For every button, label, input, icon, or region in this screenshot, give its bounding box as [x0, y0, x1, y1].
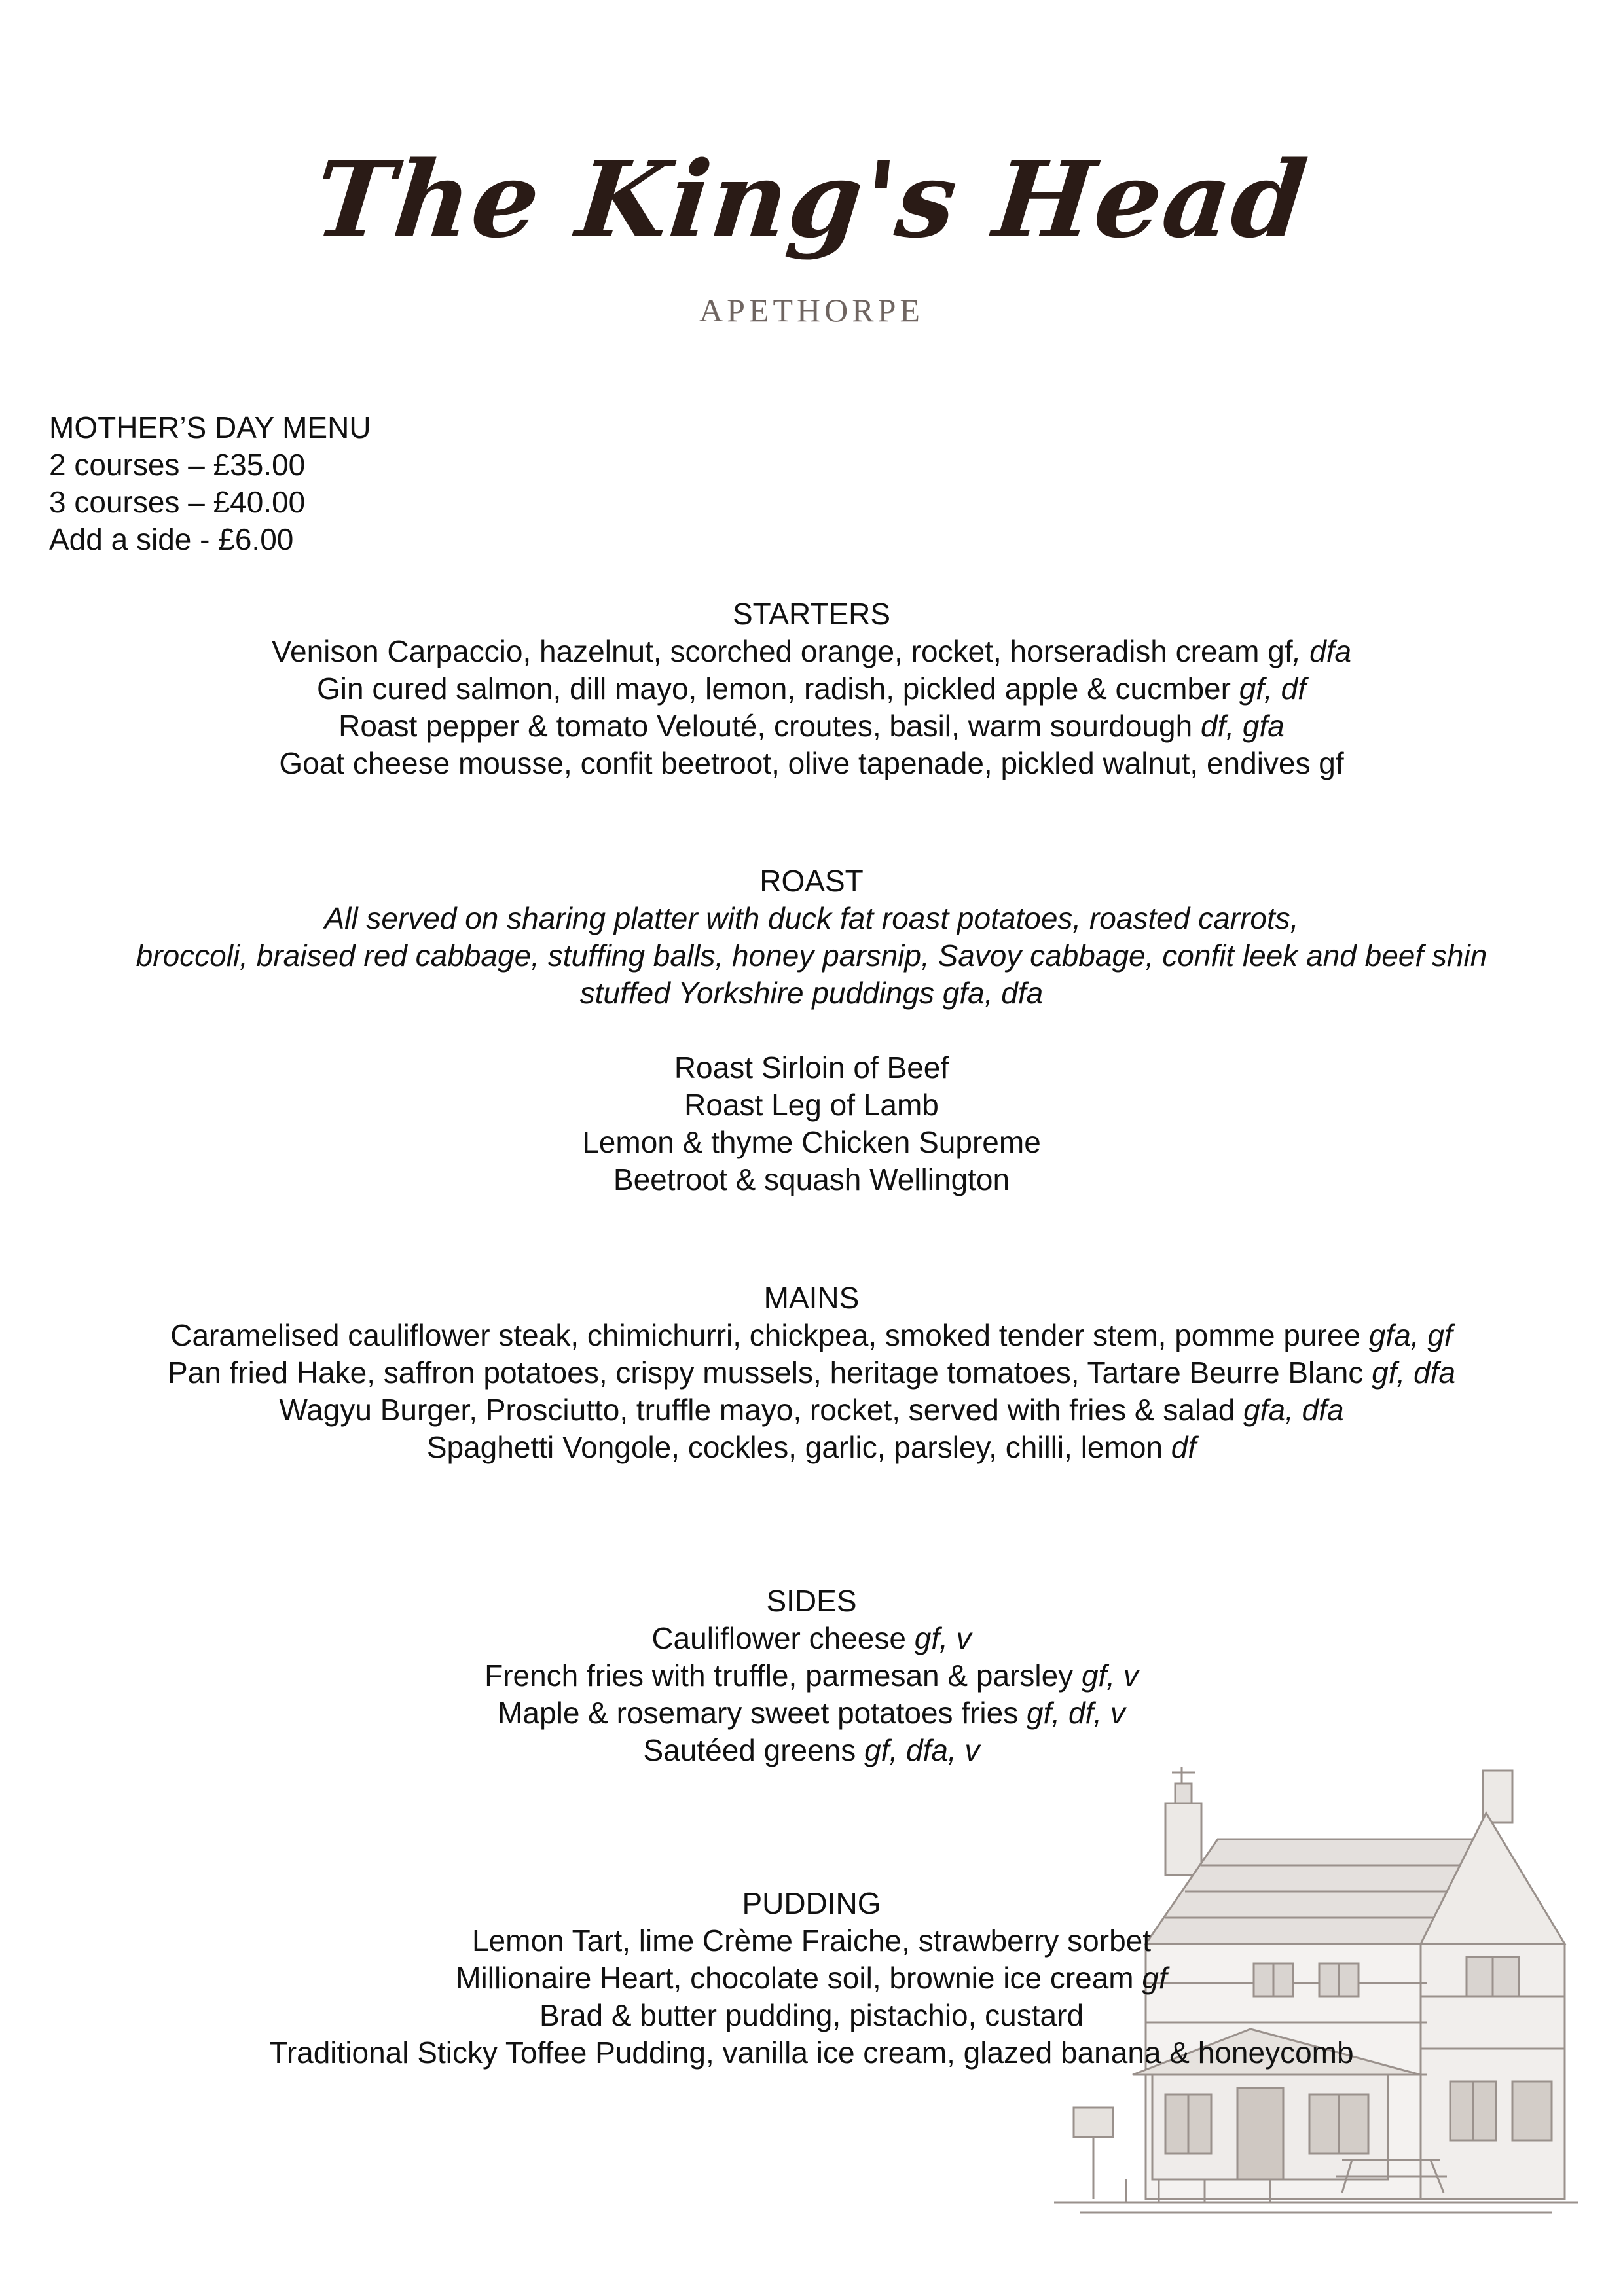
menu-item	[0, 1922, 1623, 1960]
pudding-section	[0, 1885, 1623, 2072]
item-text: French fries with truffle, parmesan & parsley	[484, 1659, 1082, 1693]
dietary-tags: gf, df, v	[1027, 1696, 1125, 1730]
roast-item: Roast Leg of Lamb	[684, 1088, 939, 1122]
roast-description-line: stuffed Yorkshire puddings gfa, dfa	[579, 976, 1044, 1010]
item-text: Lemon Tart, lime Crème Fraiche, strawberry sorbet	[471, 1924, 1152, 1958]
roast-item: Lemon & thyme Chicken Supreme	[582, 1125, 1041, 1159]
menu-item	[0, 1317, 1623, 1354]
menu-item	[0, 1657, 1623, 1695]
roast-description-line: broccoli, braised red cabbage, stuffing balls, honey parsnip, Savoy cabbage, confit leek and beef shin	[136, 939, 1487, 973]
price-line: Add a side - £6.00	[49, 522, 294, 556]
roast-section	[0, 863, 1623, 1198]
menu-intro	[49, 409, 371, 558]
section-heading: ROAST	[759, 864, 864, 898]
menu-item	[0, 708, 1623, 745]
menu-item	[0, 1997, 1623, 2034]
menu-item	[0, 1429, 1623, 1466]
item-text: Caramelised cauliflower steak, chimichurri, chickpea, smoked tender stem, pomme puree	[170, 1318, 1369, 1352]
section-heading: SIDES	[766, 1584, 857, 1618]
section-heading: PUDDING	[742, 1886, 881, 1920]
menu-item	[0, 670, 1623, 708]
menu-item	[0, 633, 1623, 670]
logo-subtitle: APETHORPE	[699, 292, 924, 329]
spacer	[0, 1012, 1623, 1049]
menu-item	[0, 1354, 1623, 1391]
logo	[0, 138, 1623, 329]
dietary-tags: gf, dfa, v	[864, 1733, 980, 1767]
starters-section	[0, 596, 1623, 782]
item-text: Sautéed greens	[643, 1733, 865, 1767]
item-text: Venison Carpaccio, hazelnut, scorched orange, rocket, horseradish cream gf	[271, 634, 1293, 668]
section-heading: STARTERS	[732, 597, 891, 631]
item-text: Traditional Sticky Toffee Pudding, vanilla ice cream, glazed banana & honeycomb	[269, 2036, 1354, 2070]
roast-description-line: All served on sharing platter with duck fat roast potatoes, roasted carrots,	[324, 901, 1299, 935]
roast-item: Beetroot & squash Wellington	[613, 1162, 1010, 1196]
item-text: Gin cured salmon, dill mayo, lemon, radish, pickled apple & cucmber	[316, 672, 1239, 706]
item-text: Roast pepper & tomato Velouté, croutes, basil, warm sourdough	[338, 709, 1201, 743]
menu-item	[0, 1732, 1623, 1769]
dietary-tags: df, gfa	[1200, 709, 1285, 743]
dietary-tags: gf, dfa	[1372, 1355, 1456, 1390]
price-line: 2 courses – £35.00	[49, 448, 306, 482]
item-text: Brad & butter pudding, pistachio, custard	[539, 1998, 1084, 2032]
dietary-tags: gf, v	[914, 1621, 972, 1655]
menu-title: MOTHER’S DAY MENU	[49, 410, 371, 444]
dietary-tags: , dfa	[1292, 634, 1352, 668]
dietary-tags: gf, df	[1239, 672, 1307, 706]
section-heading: MAINS	[763, 1281, 860, 1315]
item-text: Spaghetti Vongole, cockles, garlic, parsley, chilli, lemon	[426, 1430, 1171, 1464]
menu-item	[0, 1391, 1623, 1429]
sides-section	[0, 1583, 1623, 1769]
item-text: Millionaire Heart, chocolate soil, brownie ice cream	[456, 1961, 1142, 1995]
price-line: 3 courses – £40.00	[49, 485, 306, 519]
item-text: Pan fried Hake, saffron potatoes, crispy mussels, heritage tomatoes, Tartare Beurre Blanc	[167, 1355, 1372, 1390]
dietary-tags: gfa, gf	[1368, 1318, 1453, 1352]
menu-item	[0, 1960, 1623, 1997]
item-text: Cauliflower cheese	[651, 1621, 915, 1655]
dietary-tags: gf, v	[1081, 1659, 1139, 1693]
item-text: Wagyu Burger, Prosciutto, truffle mayo, rocket, served with fries & salad	[279, 1393, 1244, 1427]
item-text: Goat cheese mousse, confit beetroot, olive tapenade, pickled walnut, endives gf	[279, 746, 1344, 780]
menu-item	[0, 1620, 1623, 1657]
logo-title: The King's Head	[309, 138, 1314, 261]
roast-item: Roast Sirloin of Beef	[674, 1050, 949, 1085]
menu-item	[0, 2034, 1623, 2072]
item-text: Maple & rosemary sweet potatoes fries	[498, 1696, 1027, 1730]
mains-section	[0, 1280, 1623, 1466]
menu-item	[0, 1695, 1623, 1732]
dietary-tags: gfa, dfa	[1243, 1393, 1344, 1427]
dietary-tags: gf	[1142, 1961, 1167, 1995]
menu-item	[0, 745, 1623, 782]
dietary-tags: df	[1171, 1430, 1197, 1464]
